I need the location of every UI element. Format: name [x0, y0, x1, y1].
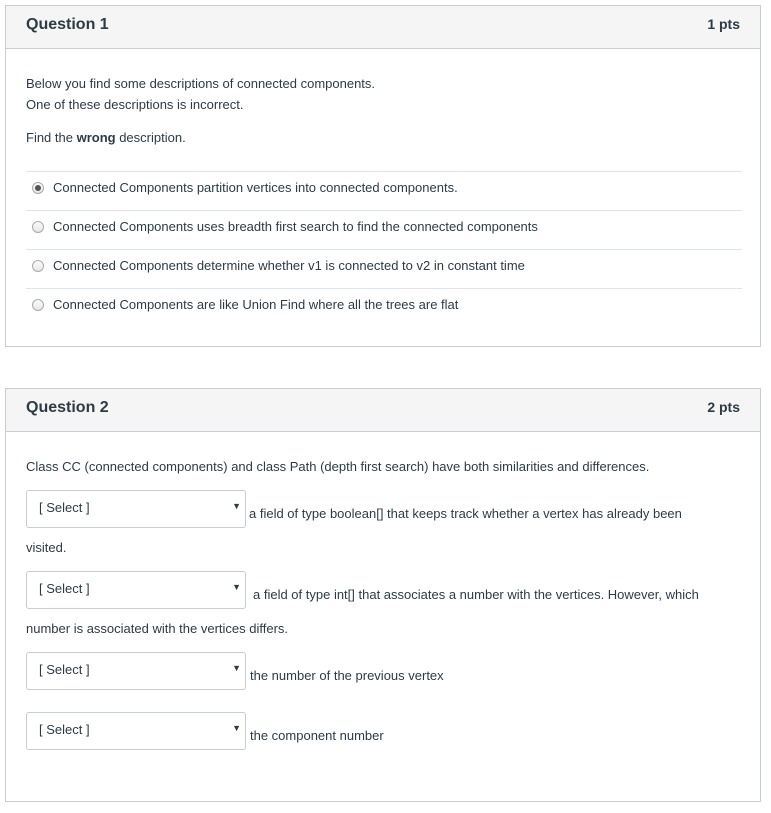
instruction-suffix: description.: [115, 130, 186, 145]
question-1-intro-line-2: One of these descriptions is incorrect.: [26, 97, 244, 112]
question-1-title: Question 1: [26, 16, 109, 33]
answer-option-label[interactable]: Connected Components are like Union Find where all the trees are flat: [53, 297, 459, 312]
instruction-emphasis: wrong: [76, 130, 116, 145]
blank-2-text: a field of type int[] that associates a number with the vertices. However, which: [253, 587, 699, 602]
question-2-title: Question 2: [26, 399, 109, 416]
radio-button-selected[interactable]: [32, 182, 44, 194]
answer-option-label[interactable]: Connected Components determine whether v1 is connected to v2 in constant time: [53, 258, 525, 273]
select-dropdown-4[interactable]: [26, 712, 246, 750]
answer-option-label[interactable]: Connected Components partition vertices into connected components.: [53, 180, 458, 195]
radio-button[interactable]: [32, 221, 44, 233]
instruction-prefix: Find the: [26, 130, 77, 145]
blank-2-continuation: number is associated with the vertices differs.: [26, 621, 289, 636]
caret-down-icon: ▼: [232, 501, 241, 511]
caret-down-icon: ▼: [232, 582, 241, 592]
question-1-intro-line-1: Below you find some descriptions of connected components.: [26, 76, 376, 91]
radio-button[interactable]: [32, 260, 44, 272]
select-dropdown-1[interactable]: [26, 490, 246, 528]
caret-down-icon: ▼: [232, 663, 241, 673]
question-2-header: [6, 389, 760, 432]
blank-4-text: the component number: [250, 728, 384, 743]
answer-option-label[interactable]: Connected Components uses breadth first search to find the connected components: [53, 219, 538, 234]
blank-1-continuation: visited.: [26, 540, 67, 555]
question-2-intro: Class CC (connected components) and class Path (depth first search) have both similarities and differences.: [26, 459, 650, 474]
select-value: [ Select ]: [39, 500, 90, 515]
answer-option-4[interactable]: [26, 288, 742, 327]
blank-3-text: the number of the previous vertex: [250, 668, 444, 683]
select-value: [ Select ]: [39, 722, 90, 737]
answer-option-3[interactable]: [26, 249, 742, 288]
radio-button[interactable]: [32, 299, 44, 311]
answer-option-2[interactable]: [26, 210, 742, 249]
select-value: [ Select ]: [39, 662, 90, 677]
caret-down-icon: ▼: [232, 723, 241, 733]
question-1-instruction: [26, 130, 186, 145]
select-dropdown-2[interactable]: [26, 571, 246, 609]
question-1-header: [6, 6, 760, 49]
question-1-points: 1 pts: [707, 16, 740, 32]
question-2-card: [5, 388, 761, 802]
question-1-card: [5, 5, 761, 347]
question-2-points: 2 pts: [707, 399, 740, 415]
blank-1-text: a field of type boolean[] that keeps track whether a vertex has already been: [249, 506, 682, 521]
select-dropdown-3[interactable]: [26, 652, 246, 690]
answer-option-1[interactable]: [26, 171, 742, 210]
select-value: [ Select ]: [39, 581, 90, 596]
